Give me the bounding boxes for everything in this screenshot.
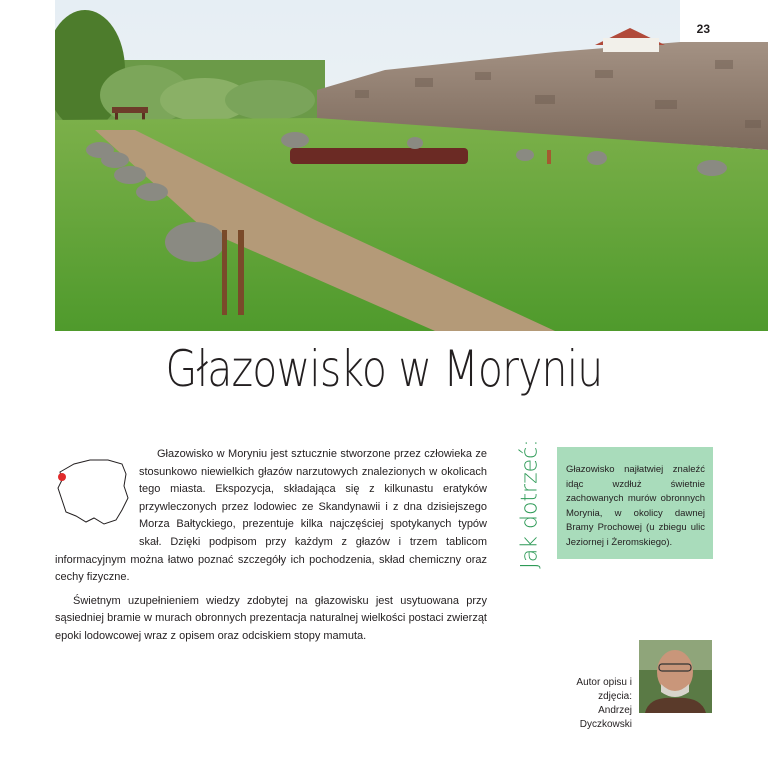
howto-box: [557, 447, 713, 559]
article-paragraph: Głazowisko w Moryniu jest sztucznie stworzone przez człowieka ze stosunkowo niewielkich głazów narzutowych znalezionych w okolicach tego miasta. Ekspozycja, składająca się z kilkunastu eratyków przywleczonych przez lodowiec ze Skandynawii i z dna dzisiejszego Morza Bałtyckiego, prezentuje kilka najczęściej spotykanych typów skał. Dzięki podpisom przy każdym z głazów i trzem tablicom informacyjnym można łatwo poznać szczegóły ich pochodzenia, skład chemiczny oraz cechy fizyczne.: [55, 448, 487, 584]
howto-heading-label: Jak dotrzeć:: [517, 439, 543, 569]
map-spacer: [55, 446, 139, 534]
article-body: [55, 446, 487, 652]
page-number: 23: [696, 22, 710, 36]
article-paragraph: Świetnym uzupełnieniem wiedzy zdobytej na głazowisku jest usytuowana przy sąsiedniej bramie w murach obronnych prezentacja naturalnej wielkości postaci zwierząt epoki lodowcowej wraz z opisem oraz odciskiem stopy mamuta.: [55, 594, 487, 642]
howto-heading: [516, 439, 544, 569]
landscape-photo: [55, 0, 768, 331]
author-portrait: [639, 640, 712, 713]
page-header-tab: [680, 0, 768, 42]
author-label: Autor opisu i zdjęcia:: [576, 677, 632, 702]
howto-text: Głazowisko najłatwiej znaleźć idąc wzdłuż świetnie zachowanych murów obronnych Morynia, w okolicy dawnej Bramy Prochowej (u zbiegu ulic Jeziornej i Żeromskiego).: [566, 464, 705, 548]
article-title: Głazowisko w Moryniu: [165, 340, 603, 398]
author-name: Andrzej Dyczkowski: [579, 705, 632, 730]
author-credit: [548, 676, 632, 732]
